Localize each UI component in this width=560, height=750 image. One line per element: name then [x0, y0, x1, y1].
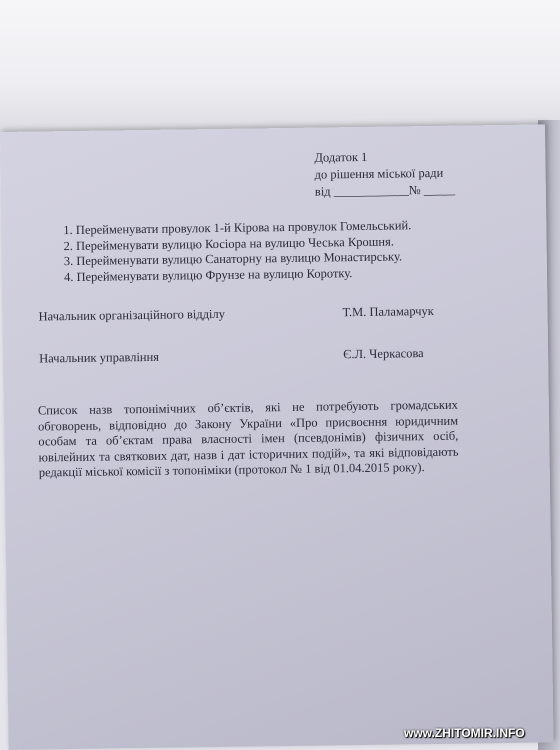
list-item: 1. Перейменувати провулок 1-й Кірова на провулок Гомельський.: [63, 218, 412, 238]
signature-position: Начальник управління: [39, 349, 160, 366]
addendum-header: [314, 148, 455, 201]
document-page: [0, 124, 554, 750]
signature-name: Є.Л. Черкасова: [343, 346, 424, 362]
background-surface: [0, 0, 560, 140]
list-item: 4. Перейменувати вулицю Фрунзе на вулицю Коротку.: [63, 265, 353, 284]
list-item: 3. Перейменувати вулицю Санаторну на вулицю Монастирську.: [63, 249, 403, 269]
signature-name: Т.М. Паламарчук: [342, 303, 434, 320]
addendum-title: Додаток 1: [314, 149, 368, 165]
toponym-list-paragraph: Список назв топонімічних об’єктів, які не потребують громадських обговорень, відповідно до Закону України «Про присвоєння юридичним особам та об’єктам права власності імен (псевдонімів) фізичних осіб, ювілейних та святкових дат, назв і дат історичних подій», та які відповідають редакції міської комісії з топоніміки (протокол № 1 від 01.04.2015 року).: [37, 397, 459, 480]
list-item: 2. Перейменувати вулицю Косіора на вулицю Чеська Крошня.: [63, 234, 395, 253]
rename-list: [63, 218, 412, 285]
site-watermark: www.ZHITOMIR.INFO: [404, 726, 525, 740]
signature-position: Начальник організаційного відділу: [38, 306, 226, 324]
addendum-date-number: від ____________№ _____: [314, 182, 456, 199]
addendum-reference: до рішення міської ради: [314, 165, 444, 182]
